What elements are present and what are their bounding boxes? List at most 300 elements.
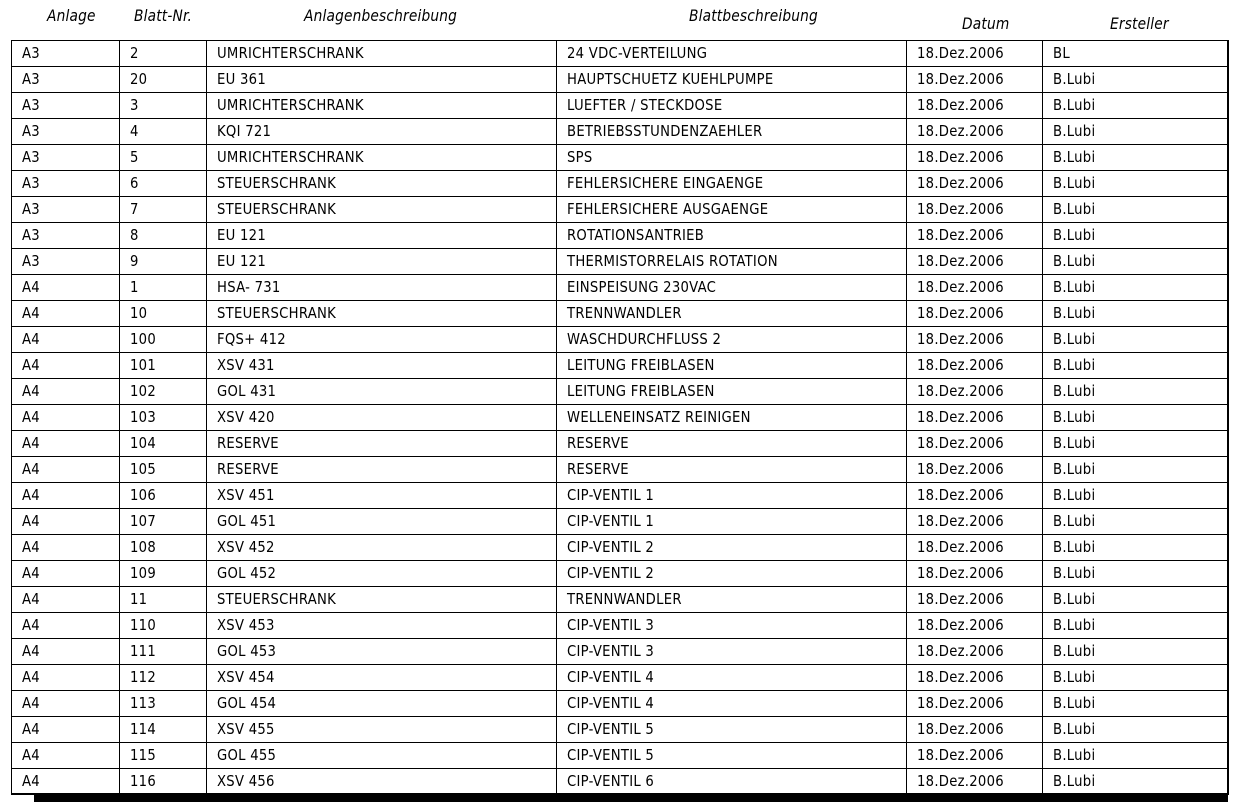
- blatt-nr-cell: [120, 717, 207, 743]
- blatt-nr-cell: [120, 379, 207, 405]
- blatt-nr-cell-text: 109: [130, 564, 156, 582]
- datum-cell: [907, 587, 1043, 613]
- blatt-nr-cell-text: 11: [130, 590, 148, 608]
- datum-cell: [907, 171, 1043, 197]
- datum-cell: [907, 223, 1043, 249]
- anlage-cell: [12, 93, 120, 119]
- table-row: [12, 665, 1229, 691]
- datum-cell: [907, 145, 1043, 171]
- anlagenbeschreibung-cell-text: STEUERSCHRANK: [217, 590, 337, 608]
- blatt-nr-cell-text: 6: [130, 174, 139, 192]
- anlagenbeschreibung-cell-text: XSV 431: [217, 356, 275, 374]
- blattbeschreibung-cell-text: CIP-VENTIL 2: [567, 538, 655, 556]
- blatt-nr-cell: [120, 405, 207, 431]
- ersteller-cell: [1043, 353, 1229, 379]
- anlage-cell-text: A3: [22, 70, 40, 88]
- datum-cell-text: 18.Dez.2006: [917, 668, 1004, 686]
- anlagenbeschreibung-cell-text: XSV 420: [217, 408, 275, 426]
- blatt-nr-cell: [120, 171, 207, 197]
- ersteller-cell-text: B.Lubi: [1053, 70, 1096, 88]
- blatt-nr-cell-text: 8: [130, 226, 139, 244]
- datum-cell: [907, 197, 1043, 223]
- anlagenbeschreibung-cell-text: GOL 455: [217, 746, 277, 764]
- blatt-nr-cell-text: 111: [130, 642, 156, 660]
- blattbeschreibung-cell: [557, 483, 907, 509]
- blattbeschreibung-cell-text: BETRIEBSSTUNDENZAEHLER: [567, 122, 763, 140]
- anlagenbeschreibung-cell: [207, 171, 557, 197]
- header-ersteller: Ersteller: [1110, 14, 1169, 33]
- blattbeschreibung-cell: [557, 613, 907, 639]
- ersteller-cell-text: B.Lubi: [1053, 434, 1096, 452]
- ersteller-cell: [1043, 483, 1229, 509]
- anlage-cell: [12, 327, 120, 353]
- ersteller-cell-text: B.Lubi: [1053, 772, 1096, 790]
- ersteller-cell-text: B.Lubi: [1053, 460, 1096, 478]
- ersteller-cell-text: B.Lubi: [1053, 96, 1096, 114]
- table-row: [12, 275, 1229, 301]
- blatt-nr-cell: [120, 275, 207, 301]
- blattbeschreibung-cell-text: CIP-VENTIL 1: [567, 512, 655, 530]
- ersteller-cell: [1043, 301, 1229, 327]
- anlagenbeschreibung-cell-text: RESERVE: [217, 460, 279, 478]
- ersteller-cell-text: B.Lubi: [1053, 200, 1096, 218]
- ersteller-cell: [1043, 405, 1229, 431]
- anlage-cell: [12, 613, 120, 639]
- datum-cell: [907, 717, 1043, 743]
- anlagenbeschreibung-cell: [207, 327, 557, 353]
- datum-cell: [907, 353, 1043, 379]
- blattbeschreibung-cell: [557, 405, 907, 431]
- blattbeschreibung-cell: [557, 691, 907, 717]
- blatt-nr-cell: [120, 743, 207, 769]
- anlagenbeschreibung-cell: [207, 223, 557, 249]
- anlage-cell-text: A4: [22, 590, 40, 608]
- header-anlage: Anlage: [47, 6, 96, 25]
- anlage-cell-text: A4: [22, 330, 40, 348]
- anlage-cell: [12, 509, 120, 535]
- anlagenbeschreibung-cell-text: XSV 455: [217, 720, 275, 738]
- anlagenbeschreibung-cell: [207, 743, 557, 769]
- blatt-nr-cell-text: 7: [130, 200, 139, 218]
- datum-cell: [907, 93, 1043, 119]
- ersteller-cell: [1043, 41, 1229, 67]
- datum-cell-text: 18.Dez.2006: [917, 486, 1004, 504]
- blattbeschreibung-cell: [557, 119, 907, 145]
- table-row: [12, 223, 1229, 249]
- blattbeschreibung-cell: [557, 197, 907, 223]
- ersteller-cell: [1043, 197, 1229, 223]
- ersteller-cell: [1043, 275, 1229, 301]
- anlage-cell-text: A3: [22, 148, 40, 166]
- anlage-cell: [12, 717, 120, 743]
- blatt-nr-cell-text: 4: [130, 122, 139, 140]
- table-row: [12, 457, 1229, 483]
- blatt-nr-cell: [120, 249, 207, 275]
- anlage-cell-text: A4: [22, 486, 40, 504]
- anlagenbeschreibung-cell-text: RESERVE: [217, 434, 279, 452]
- ersteller-cell: [1043, 769, 1229, 795]
- anlagenbeschreibung-cell: [207, 249, 557, 275]
- blatt-nr-cell-text: 10: [130, 304, 148, 322]
- anlage-cell: [12, 483, 120, 509]
- datum-cell-text: 18.Dez.2006: [917, 356, 1004, 374]
- datum-cell: [907, 509, 1043, 535]
- table-row: [12, 327, 1229, 353]
- anlage-cell-text: A3: [22, 44, 40, 62]
- datum-cell: [907, 119, 1043, 145]
- anlage-cell: [12, 665, 120, 691]
- datum-cell-text: 18.Dez.2006: [917, 382, 1004, 400]
- datum-cell-text: 18.Dez.2006: [917, 616, 1004, 634]
- table-row: [12, 171, 1229, 197]
- datum-cell: [907, 275, 1043, 301]
- datum-cell: [907, 405, 1043, 431]
- anlage-cell: [12, 431, 120, 457]
- table-row: [12, 639, 1229, 665]
- blatt-nr-cell: [120, 691, 207, 717]
- table-row: [12, 743, 1229, 769]
- anlagenbeschreibung-cell: [207, 639, 557, 665]
- ersteller-cell-text: B.Lubi: [1053, 616, 1096, 634]
- table-row: [12, 483, 1229, 509]
- datum-cell-text: 18.Dez.2006: [917, 720, 1004, 738]
- datum-cell: [907, 613, 1043, 639]
- blatt-nr-cell: [120, 93, 207, 119]
- ersteller-cell-text: B.Lubi: [1053, 226, 1096, 244]
- header-datum: Datum: [962, 14, 1010, 33]
- blattbeschreibung-cell-text: CIP-VENTIL 4: [567, 668, 655, 686]
- table-row: [12, 561, 1229, 587]
- blattbeschreibung-cell-text: CIP-VENTIL 1: [567, 486, 655, 504]
- blattbeschreibung-cell-text: TRENNWANDLER: [567, 590, 682, 608]
- blatt-nr-cell: [120, 457, 207, 483]
- blatt-nr-cell: [120, 587, 207, 613]
- blatt-nr-cell: [120, 431, 207, 457]
- blatt-nr-cell: [120, 301, 207, 327]
- table-row: [12, 431, 1229, 457]
- anlage-cell-text: A3: [22, 252, 40, 270]
- blattbeschreibung-cell-text: LUEFTER / STECKDOSE: [567, 96, 723, 114]
- blattbeschreibung-cell-text: ROTATIONSANTRIEB: [567, 226, 705, 244]
- blatt-nr-cell-text: 112: [130, 668, 156, 686]
- datum-cell-text: 18.Dez.2006: [917, 772, 1004, 790]
- anlage-cell: [12, 587, 120, 613]
- anlage-cell-text: A4: [22, 564, 40, 582]
- ersteller-cell-text: B.Lubi: [1053, 408, 1096, 426]
- table-row: [12, 197, 1229, 223]
- anlage-cell-text: A4: [22, 304, 40, 322]
- ersteller-cell: [1043, 509, 1229, 535]
- datum-cell: [907, 743, 1043, 769]
- blattbeschreibung-cell: [557, 457, 907, 483]
- table-row: [12, 535, 1229, 561]
- anlagenbeschreibung-cell-text: STEUERSCHRANK: [217, 304, 337, 322]
- table-row: [12, 41, 1229, 67]
- blatt-nr-cell-text: 116: [130, 772, 156, 790]
- ersteller-cell: [1043, 379, 1229, 405]
- anlage-cell-text: A4: [22, 382, 40, 400]
- ersteller-cell-text: B.Lubi: [1053, 356, 1096, 374]
- blatt-nr-cell-text: 104: [130, 434, 156, 452]
- anlage-cell-text: A4: [22, 746, 40, 764]
- blatt-nr-cell: [120, 145, 207, 171]
- sheet-index-table-frame: [11, 40, 1228, 794]
- ersteller-cell-text: B.Lubi: [1053, 668, 1096, 686]
- blattbeschreibung-cell: [557, 639, 907, 665]
- blatt-nr-cell-text: 1: [130, 278, 139, 296]
- ersteller-cell: [1043, 691, 1229, 717]
- datum-cell: [907, 535, 1043, 561]
- table-row: [12, 613, 1229, 639]
- blattbeschreibung-cell-text: CIP-VENTIL 5: [567, 720, 655, 738]
- anlage-cell-text: A3: [22, 200, 40, 218]
- blatt-nr-cell: [120, 327, 207, 353]
- blattbeschreibung-cell: [557, 41, 907, 67]
- anlagenbeschreibung-cell-text: EU 121: [217, 226, 266, 244]
- blatt-nr-cell: [120, 509, 207, 535]
- blatt-nr-cell: [120, 67, 207, 93]
- blattbeschreibung-cell: [557, 509, 907, 535]
- anlage-cell: [12, 223, 120, 249]
- table-row: [12, 249, 1229, 275]
- datum-cell: [907, 561, 1043, 587]
- datum-cell: [907, 639, 1043, 665]
- ersteller-cell-text: B.Lubi: [1053, 590, 1096, 608]
- blatt-nr-cell-text: 114: [130, 720, 156, 738]
- datum-cell: [907, 249, 1043, 275]
- table-row: [12, 145, 1229, 171]
- ersteller-cell: [1043, 171, 1229, 197]
- blattbeschreibung-cell: [557, 93, 907, 119]
- blattbeschreibung-cell: [557, 67, 907, 93]
- anlage-cell-text: A4: [22, 434, 40, 452]
- anlage-cell: [12, 639, 120, 665]
- datum-cell-text: 18.Dez.2006: [917, 122, 1004, 140]
- ersteller-cell-text: BL: [1053, 44, 1070, 62]
- blattbeschreibung-cell: [557, 145, 907, 171]
- blattbeschreibung-cell: [557, 379, 907, 405]
- anlage-cell: [12, 535, 120, 561]
- anlagenbeschreibung-cell-text: XSV 452: [217, 538, 275, 556]
- ersteller-cell-text: B.Lubi: [1053, 148, 1096, 166]
- anlagenbeschreibung-cell: [207, 613, 557, 639]
- ersteller-cell-text: B.Lubi: [1053, 382, 1096, 400]
- anlagenbeschreibung-cell: [207, 145, 557, 171]
- table-row: [12, 717, 1229, 743]
- header-blatt-nr: Blatt-Nr.: [134, 6, 193, 25]
- anlagenbeschreibung-cell: [207, 197, 557, 223]
- blattbeschreibung-cell-text: RESERVE: [567, 460, 629, 478]
- blatt-nr-cell: [120, 639, 207, 665]
- blattbeschreibung-cell-text: LEITUNG FREIBLASEN: [567, 356, 715, 374]
- ersteller-cell: [1043, 587, 1229, 613]
- blatt-nr-cell: [120, 41, 207, 67]
- blattbeschreibung-cell-text: CIP-VENTIL 5: [567, 746, 655, 764]
- ersteller-cell: [1043, 119, 1229, 145]
- datum-cell: [907, 301, 1043, 327]
- blattbeschreibung-cell-text: THERMISTORRELAIS ROTATION: [567, 252, 778, 270]
- table-row: [12, 379, 1229, 405]
- anlage-cell-text: A4: [22, 772, 40, 790]
- ersteller-cell: [1043, 639, 1229, 665]
- blatt-nr-cell-text: 101: [130, 356, 156, 374]
- anlage-cell: [12, 561, 120, 587]
- ersteller-cell: [1043, 249, 1229, 275]
- blattbeschreibung-cell: [557, 769, 907, 795]
- anlage-cell-text: A4: [22, 538, 40, 556]
- blattbeschreibung-cell: [557, 301, 907, 327]
- blattbeschreibung-cell-text: CIP-VENTIL 3: [567, 616, 655, 634]
- blattbeschreibung-cell-text: CIP-VENTIL 2: [567, 564, 655, 582]
- blatt-nr-cell-text: 110: [130, 616, 156, 634]
- blattbeschreibung-cell-text: EINSPEISUNG 230VAC: [567, 278, 717, 296]
- datum-cell-text: 18.Dez.2006: [917, 642, 1004, 660]
- anlagenbeschreibung-cell-text: EU 121: [217, 252, 266, 270]
- anlage-cell: [12, 743, 120, 769]
- blatt-nr-cell-text: 105: [130, 460, 156, 478]
- ersteller-cell-text: B.Lubi: [1053, 564, 1096, 582]
- blattbeschreibung-cell-text: LEITUNG FREIBLASEN: [567, 382, 715, 400]
- datum-cell-text: 18.Dez.2006: [917, 746, 1004, 764]
- table-row: [12, 587, 1229, 613]
- anlagenbeschreibung-cell: [207, 93, 557, 119]
- datum-cell-text: 18.Dez.2006: [917, 304, 1004, 322]
- blatt-nr-cell-text: 103: [130, 408, 156, 426]
- datum-cell-text: 18.Dez.2006: [917, 330, 1004, 348]
- anlage-cell: [12, 405, 120, 431]
- blattbeschreibung-cell: [557, 249, 907, 275]
- anlage-cell-text: A4: [22, 616, 40, 634]
- ersteller-cell: [1043, 743, 1229, 769]
- ersteller-cell: [1043, 223, 1229, 249]
- anlage-cell: [12, 171, 120, 197]
- datum-cell-text: 18.Dez.2006: [917, 538, 1004, 556]
- blattbeschreibung-cell: [557, 665, 907, 691]
- anlagenbeschreibung-cell-text: XSV 454: [217, 668, 275, 686]
- anlagenbeschreibung-cell: [207, 405, 557, 431]
- anlage-cell: [12, 769, 120, 795]
- ersteller-cell-text: B.Lubi: [1053, 278, 1096, 296]
- anlage-cell-text: A3: [22, 122, 40, 140]
- blatt-nr-cell-text: 102: [130, 382, 156, 400]
- anlagenbeschreibung-cell: [207, 587, 557, 613]
- ersteller-cell: [1043, 535, 1229, 561]
- ersteller-cell-text: B.Lubi: [1053, 122, 1096, 140]
- ersteller-cell-text: B.Lubi: [1053, 694, 1096, 712]
- datum-cell: [907, 67, 1043, 93]
- ersteller-cell-text: B.Lubi: [1053, 538, 1096, 556]
- anlagenbeschreibung-cell: [207, 457, 557, 483]
- ersteller-cell: [1043, 327, 1229, 353]
- blattbeschreibung-cell-text: FEHLERSICHERE EINGAENGE: [567, 174, 764, 192]
- anlagenbeschreibung-cell-text: GOL 431: [217, 382, 277, 400]
- anlage-cell: [12, 353, 120, 379]
- ersteller-cell-text: B.Lubi: [1053, 304, 1096, 322]
- anlagenbeschreibung-cell-text: GOL 451: [217, 512, 277, 530]
- datum-cell-text: 18.Dez.2006: [917, 44, 1004, 62]
- table-row: [12, 93, 1229, 119]
- ersteller-cell: [1043, 457, 1229, 483]
- blattbeschreibung-cell-text: CIP-VENTIL 3: [567, 642, 655, 660]
- anlage-cell-text: A4: [22, 460, 40, 478]
- datum-cell: [907, 41, 1043, 67]
- blatt-nr-cell: [120, 119, 207, 145]
- blatt-nr-cell-text: 5: [130, 148, 139, 166]
- blattbeschreibung-cell-text: CIP-VENTIL 6: [567, 772, 655, 790]
- sheet-index-table: [11, 40, 1229, 795]
- ersteller-cell-text: B.Lubi: [1053, 486, 1096, 504]
- anlagenbeschreibung-cell: [207, 379, 557, 405]
- anlage-cell-text: A3: [22, 226, 40, 244]
- ersteller-cell: [1043, 431, 1229, 457]
- anlagenbeschreibung-cell-text: UMRICHTERSCHRANK: [217, 148, 364, 166]
- anlagenbeschreibung-cell-text: GOL 454: [217, 694, 277, 712]
- blattbeschreibung-cell-text: CIP-VENTIL 4: [567, 694, 655, 712]
- blatt-nr-cell: [120, 535, 207, 561]
- ersteller-cell-text: B.Lubi: [1053, 512, 1096, 530]
- blattbeschreibung-cell-text: 24 VDC-VERTEILUNG: [567, 44, 708, 62]
- datum-cell: [907, 665, 1043, 691]
- anlagenbeschreibung-cell: [207, 67, 557, 93]
- blatt-nr-cell: [120, 613, 207, 639]
- header-anlagenbeschreibung: Anlagenbeschreibung: [304, 6, 458, 25]
- blattbeschreibung-cell: [557, 431, 907, 457]
- blattbeschreibung-cell: [557, 223, 907, 249]
- anlagenbeschreibung-cell: [207, 665, 557, 691]
- anlage-cell: [12, 249, 120, 275]
- anlage-cell-text: A4: [22, 642, 40, 660]
- ersteller-cell: [1043, 93, 1229, 119]
- anlagenbeschreibung-cell: [207, 41, 557, 67]
- blattbeschreibung-cell: [557, 743, 907, 769]
- ersteller-cell: [1043, 561, 1229, 587]
- anlagenbeschreibung-cell: [207, 353, 557, 379]
- datum-cell: [907, 769, 1043, 795]
- ersteller-cell-text: B.Lubi: [1053, 330, 1096, 348]
- ersteller-cell: [1043, 613, 1229, 639]
- table-row: [12, 67, 1229, 93]
- blatt-nr-cell: [120, 483, 207, 509]
- anlagenbeschreibung-cell: [207, 509, 557, 535]
- datum-cell-text: 18.Dez.2006: [917, 434, 1004, 452]
- datum-cell-text: 18.Dez.2006: [917, 278, 1004, 296]
- datum-cell-text: 18.Dez.2006: [917, 252, 1004, 270]
- anlagenbeschreibung-cell: [207, 483, 557, 509]
- anlage-cell: [12, 119, 120, 145]
- blatt-nr-cell: [120, 223, 207, 249]
- blatt-nr-cell: [120, 665, 207, 691]
- anlage-cell: [12, 197, 120, 223]
- table-row: [12, 353, 1229, 379]
- anlage-cell-text: A4: [22, 668, 40, 686]
- anlagenbeschreibung-cell: [207, 691, 557, 717]
- anlage-cell-text: A3: [22, 174, 40, 192]
- blatt-nr-cell: [120, 353, 207, 379]
- table-row: [12, 769, 1229, 795]
- datum-cell: [907, 691, 1043, 717]
- anlagenbeschreibung-cell: [207, 275, 557, 301]
- blattbeschreibung-cell-text: WASCHDURCHFLUSS 2: [567, 330, 722, 348]
- ersteller-cell-text: B.Lubi: [1053, 720, 1096, 738]
- datum-cell-text: 18.Dez.2006: [917, 200, 1004, 218]
- datum-cell: [907, 483, 1043, 509]
- datum-cell: [907, 457, 1043, 483]
- blatt-nr-cell: [120, 561, 207, 587]
- blattbeschreibung-cell: [557, 535, 907, 561]
- ersteller-cell-text: B.Lubi: [1053, 642, 1096, 660]
- datum-cell-text: 18.Dez.2006: [917, 70, 1004, 88]
- datum-cell: [907, 379, 1043, 405]
